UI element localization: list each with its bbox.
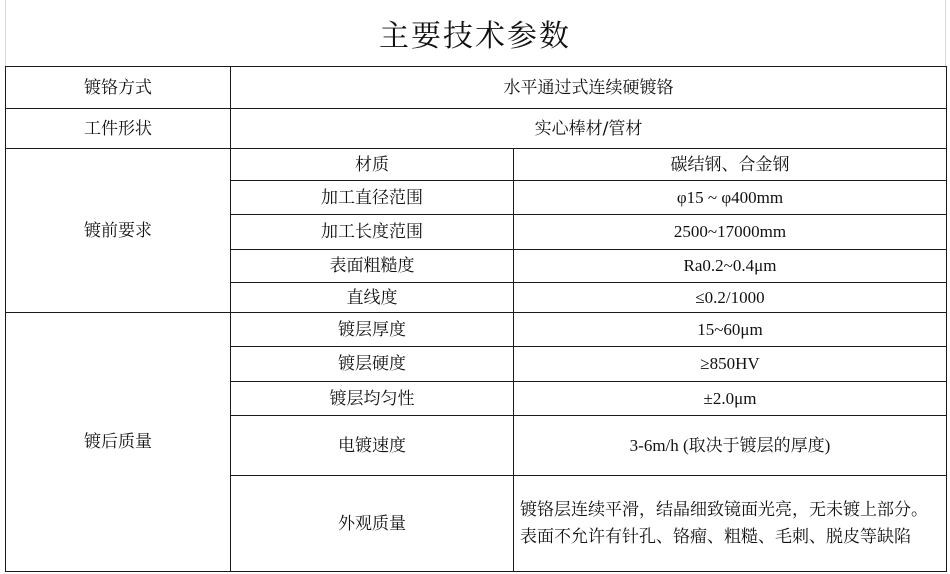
row-value: 实心棒材/管材 [231, 109, 947, 149]
row-value: 水平通过式连续硬镀铬 [231, 67, 947, 109]
param-name: 镀层硬度 [231, 347, 514, 382]
param-name: 电镀速度 [231, 416, 514, 476]
param-name: 镀层厚度 [231, 313, 514, 347]
param-value: 镀铬层连续平滑，结晶细致镜面光亮，无未镀上部分。表面不允许有针孔、铬瘤、粗糙、毛刺、脱皮等缺陷 [514, 476, 947, 572]
param-value: 2500~17000mm [514, 215, 947, 250]
tech-spec-table [5, 66, 947, 572]
param-name: 镀层均匀性 [231, 382, 514, 416]
page-title: 主要技术参数 [379, 19, 571, 54]
param-name: 加工长度范围 [231, 215, 514, 250]
param-name: 加工直径范围 [231, 181, 514, 215]
table-row [6, 109, 947, 149]
row-label: 工件形状 [6, 109, 231, 149]
param-name: 直线度 [231, 283, 514, 313]
param-name: 表面粗糙度 [231, 250, 514, 283]
param-value: 3-6m/h (取决于镀层的厚度) [514, 416, 947, 476]
row-label: 镀铬方式 [6, 67, 231, 109]
table-row [6, 67, 947, 109]
group-label-pre-plating: 镀前要求 [6, 149, 231, 313]
param-value: Ra0.2~0.4μm [514, 250, 947, 283]
param-value: 碳结钢、合金钢 [514, 149, 947, 181]
param-value: 15~60μm [514, 313, 947, 347]
param-value: ≥850HV [514, 347, 947, 382]
group-label-post-plating: 镀后质量 [6, 313, 231, 572]
table-row [6, 313, 947, 347]
param-name: 外观质量 [231, 476, 514, 572]
param-value: ≤0.2/1000 [514, 283, 947, 313]
param-name: 材质 [231, 149, 514, 181]
param-value: φ15 ~ φ400mm [514, 181, 947, 215]
table-row [6, 149, 947, 181]
param-value: ±2.0μm [514, 382, 947, 416]
